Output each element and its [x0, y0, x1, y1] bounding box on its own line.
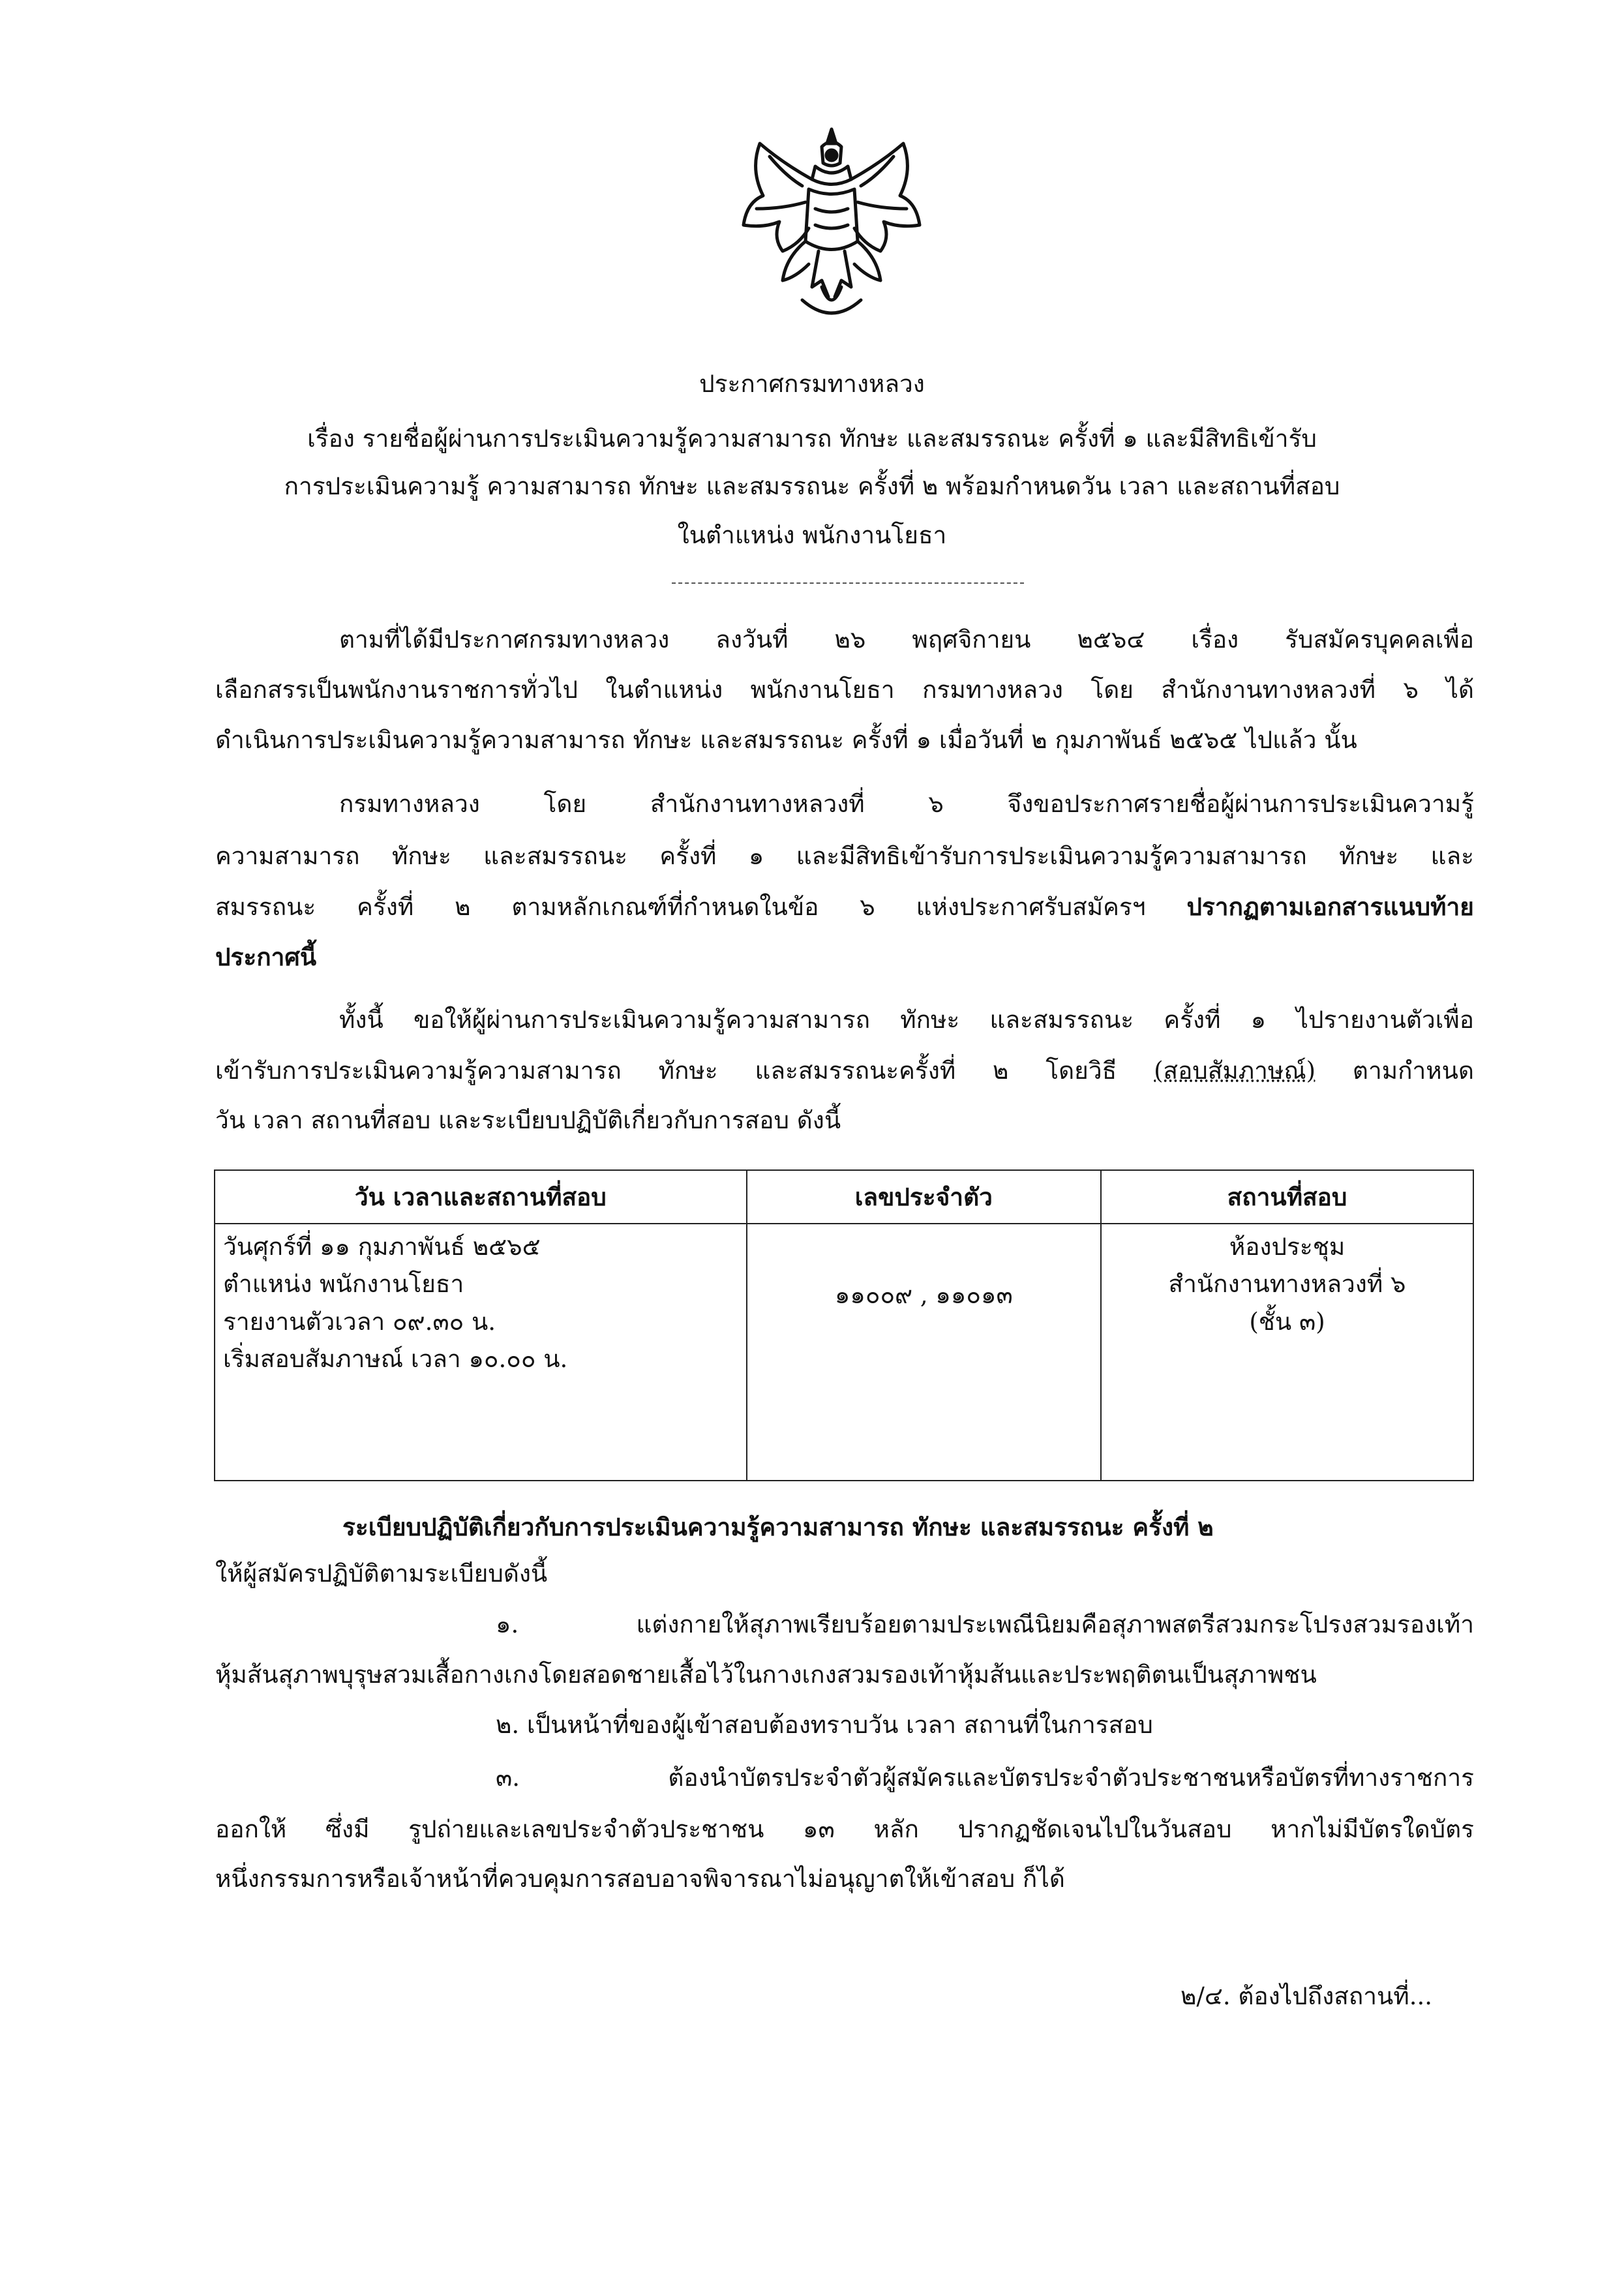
datetime-line: เริ่มสอบสัมภาษณ์ เวลา ๑๐.๐๐ น.	[223, 1345, 568, 1374]
subject-line-2: การประเมินความรู้ ความสามารถ ทักษะ และสมรรถนะ ครั้งที่ ๒ พร้อมกำหนดวัน เวลา และสถานที่สอบ	[284, 472, 1340, 500]
page-continuation: ๒/๔. ต้องไปถึงสถานที่...	[1180, 1982, 1432, 2010]
rule-item3-line1: ๓. ต้องนำบัตรประจำตัวผู้สมัครและบัตรประจำตัวประชาชนหรือบัตรที่ทางราชการ	[496, 1764, 1474, 1792]
rule-item3-line3: หนึ่งกรรมการหรือเจ้าหน้าที่ควบคุมการสอบอาจพิจารณาไม่อนุญาตให้เข้าสอบ ก็ได้	[215, 1865, 1065, 1893]
cell-venue	[1101, 1224, 1473, 1481]
exam-method: (สอบสัมภาษณ์)	[1154, 1057, 1316, 1085]
paragraph3-line2-a: เข้ารับการประเมินความรู้ความสามารถ ทักษะ และสมรรถนะครั้งที่ ๒ โดยวิธี	[215, 1057, 1154, 1085]
rule-item1-line1: ๑. แต่งกายให้สุภาพเรียบร้อยตามประเพณีนิยมคือสุภาพสตรีสวมกระโปรงสวมรองเท้า	[496, 1610, 1474, 1638]
datetime-line: รายงานตัวเวลา ๐๙.๓๐ น.	[223, 1307, 496, 1336]
rule-item2: ๒. เป็นหน้าที่ของผู้เข้าสอบต้องทราบวัน เวลา สถานที่ในการสอบ	[496, 1711, 1153, 1739]
announcement-title: ประกาศกรมทางหลวง	[699, 370, 925, 398]
header-ids: เลขประจำตัว	[747, 1170, 1101, 1224]
paragraph2-line3-normal: สมรรถนะ ครั้งที่ ๒ ตามหลักเกณฑ์ที่กำหนดในข้อ ๖ แห่งประกาศรับสมัครฯ	[215, 893, 1187, 921]
paragraph2-line3-bold: ปรากฏตามเอกสารแนบท้าย	[1186, 892, 1474, 921]
paragraph3-line1: ทั้งนี้ ขอให้ผู้ผ่านการประเมินความรู้ความสามารถ ทักษะ และสมรรถนะ ครั้งที่ ๑ ไปรายงานตัวเพื่อ	[339, 1006, 1474, 1034]
candidate-ids: ๑๑๐๐๙ , ๑๑๐๑๓	[834, 1281, 1013, 1309]
cell-ids	[747, 1224, 1101, 1481]
paragraph3-line2-b: ตามกำหนด	[1316, 1057, 1474, 1085]
venue-line: สำนักงานทางหลวงที่ ๖	[1168, 1270, 1406, 1299]
paragraph1-line2: เลือกสรรเป็นพนักงานราชการทั่วไป ในตำแหน่ง พนักงานโยธา กรมทางหลวง โดย สำนักงานทางหลวงที่ ๖ ได้	[215, 676, 1474, 704]
subject-line-1: เรื่อง รายชื่อผู้ผ่านการประเมินความรู้ความสามารถ ทักษะ และสมรรถนะ ครั้งที่ ๑ และมีสิทธิเข้ารับ	[307, 425, 1317, 453]
paragraph2-line4-bold: ประกาศนี้	[215, 942, 317, 971]
table-row	[215, 1224, 1473, 1481]
separator-line	[672, 582, 1024, 584]
header-venue: สถานที่สอบ	[1101, 1170, 1473, 1224]
paragraph2-line1: กรมทางหลวง โดย สำนักงานทางหลวงที่ ๖ จึงขอประกาศรายชื่อผู้ผ่านการประเมินความรู้	[339, 790, 1474, 818]
subject-line-3: ในตำแหน่ง พนักงานโยธา	[677, 521, 947, 549]
paragraph1-line3: ดำเนินการประเมินความรู้ความสามารถ ทักษะ และสมรรถนะ ครั้งที่ ๑ เมื่อวันที่ ๒ กุมภาพันธ์ ๒๕๖๕ ไปแล้ว นั้น	[215, 726, 1357, 754]
table-header-row	[215, 1170, 1473, 1224]
paragraph2-line2: ความสามารถ ทักษะ และสมรรถนะ ครั้งที่ ๑ และมีสิทธิเข้ารับการประเมินความรู้ความสามารถ ทักษะ และ	[215, 842, 1474, 870]
rules-heading: ระเบียบปฏิบัติเกี่ยวกับการประเมินความรู้ความสามารถ ทักษะ และสมรรถนะ ครั้งที่ ๒	[342, 1513, 1214, 1541]
paragraph1-line1: ตามที่ได้มีประกาศกรมทางหลวง ลงวันที่ ๒๖ พฤศจิกายน ๒๕๖๔ เรื่อง รับสมัครบุคคลเพื่อ	[339, 626, 1474, 654]
datetime-line: ตำแหน่ง พนักงานโยธา	[223, 1270, 464, 1299]
garuda-emblem-icon	[724, 117, 939, 333]
rules-intro: ให้ผู้สมัครปฏิบัติตามระเบียบดังนี้	[215, 1560, 548, 1588]
venue-line: (ชั้น ๓)	[1249, 1307, 1325, 1336]
rule-item3-line2: ออกให้ ซึ่งมี รูปถ่ายและเลขประจำตัวประชาชน ๑๓ หลัก ปรากฏชัดเจนไปในวันสอบ หากไม่มีบัตรใดบัตร	[215, 1815, 1474, 1843]
rule-item1-line2: หุ้มส้นสุภาพบุรุษสวมเสื้อกางเกงโดยสอดชายเสื้อไว้ในกางเกงสวมรองเท้าหุ้มส้นและประพฤติตนเป็นสุภาพชน	[215, 1661, 1317, 1689]
venue-line: ห้องประชุม	[1229, 1233, 1346, 1261]
datetime-line: วันศุกร์ที่ ๑๑ กุมภาพันธ์ ๒๕๖๕	[223, 1233, 541, 1261]
schedule-table	[214, 1169, 1474, 1481]
cell-datetime	[215, 1224, 747, 1481]
header-datetime: วัน เวลาและสถานที่สอบ	[215, 1170, 747, 1224]
paragraph2-line3	[215, 893, 1474, 922]
paragraph3-line2	[215, 1057, 1474, 1085]
paragraph3-line3: วัน เวลา สถานที่สอบ และระเบียบปฏิบัติเกี่ยวกับการสอบ ดังนี้	[215, 1106, 841, 1134]
